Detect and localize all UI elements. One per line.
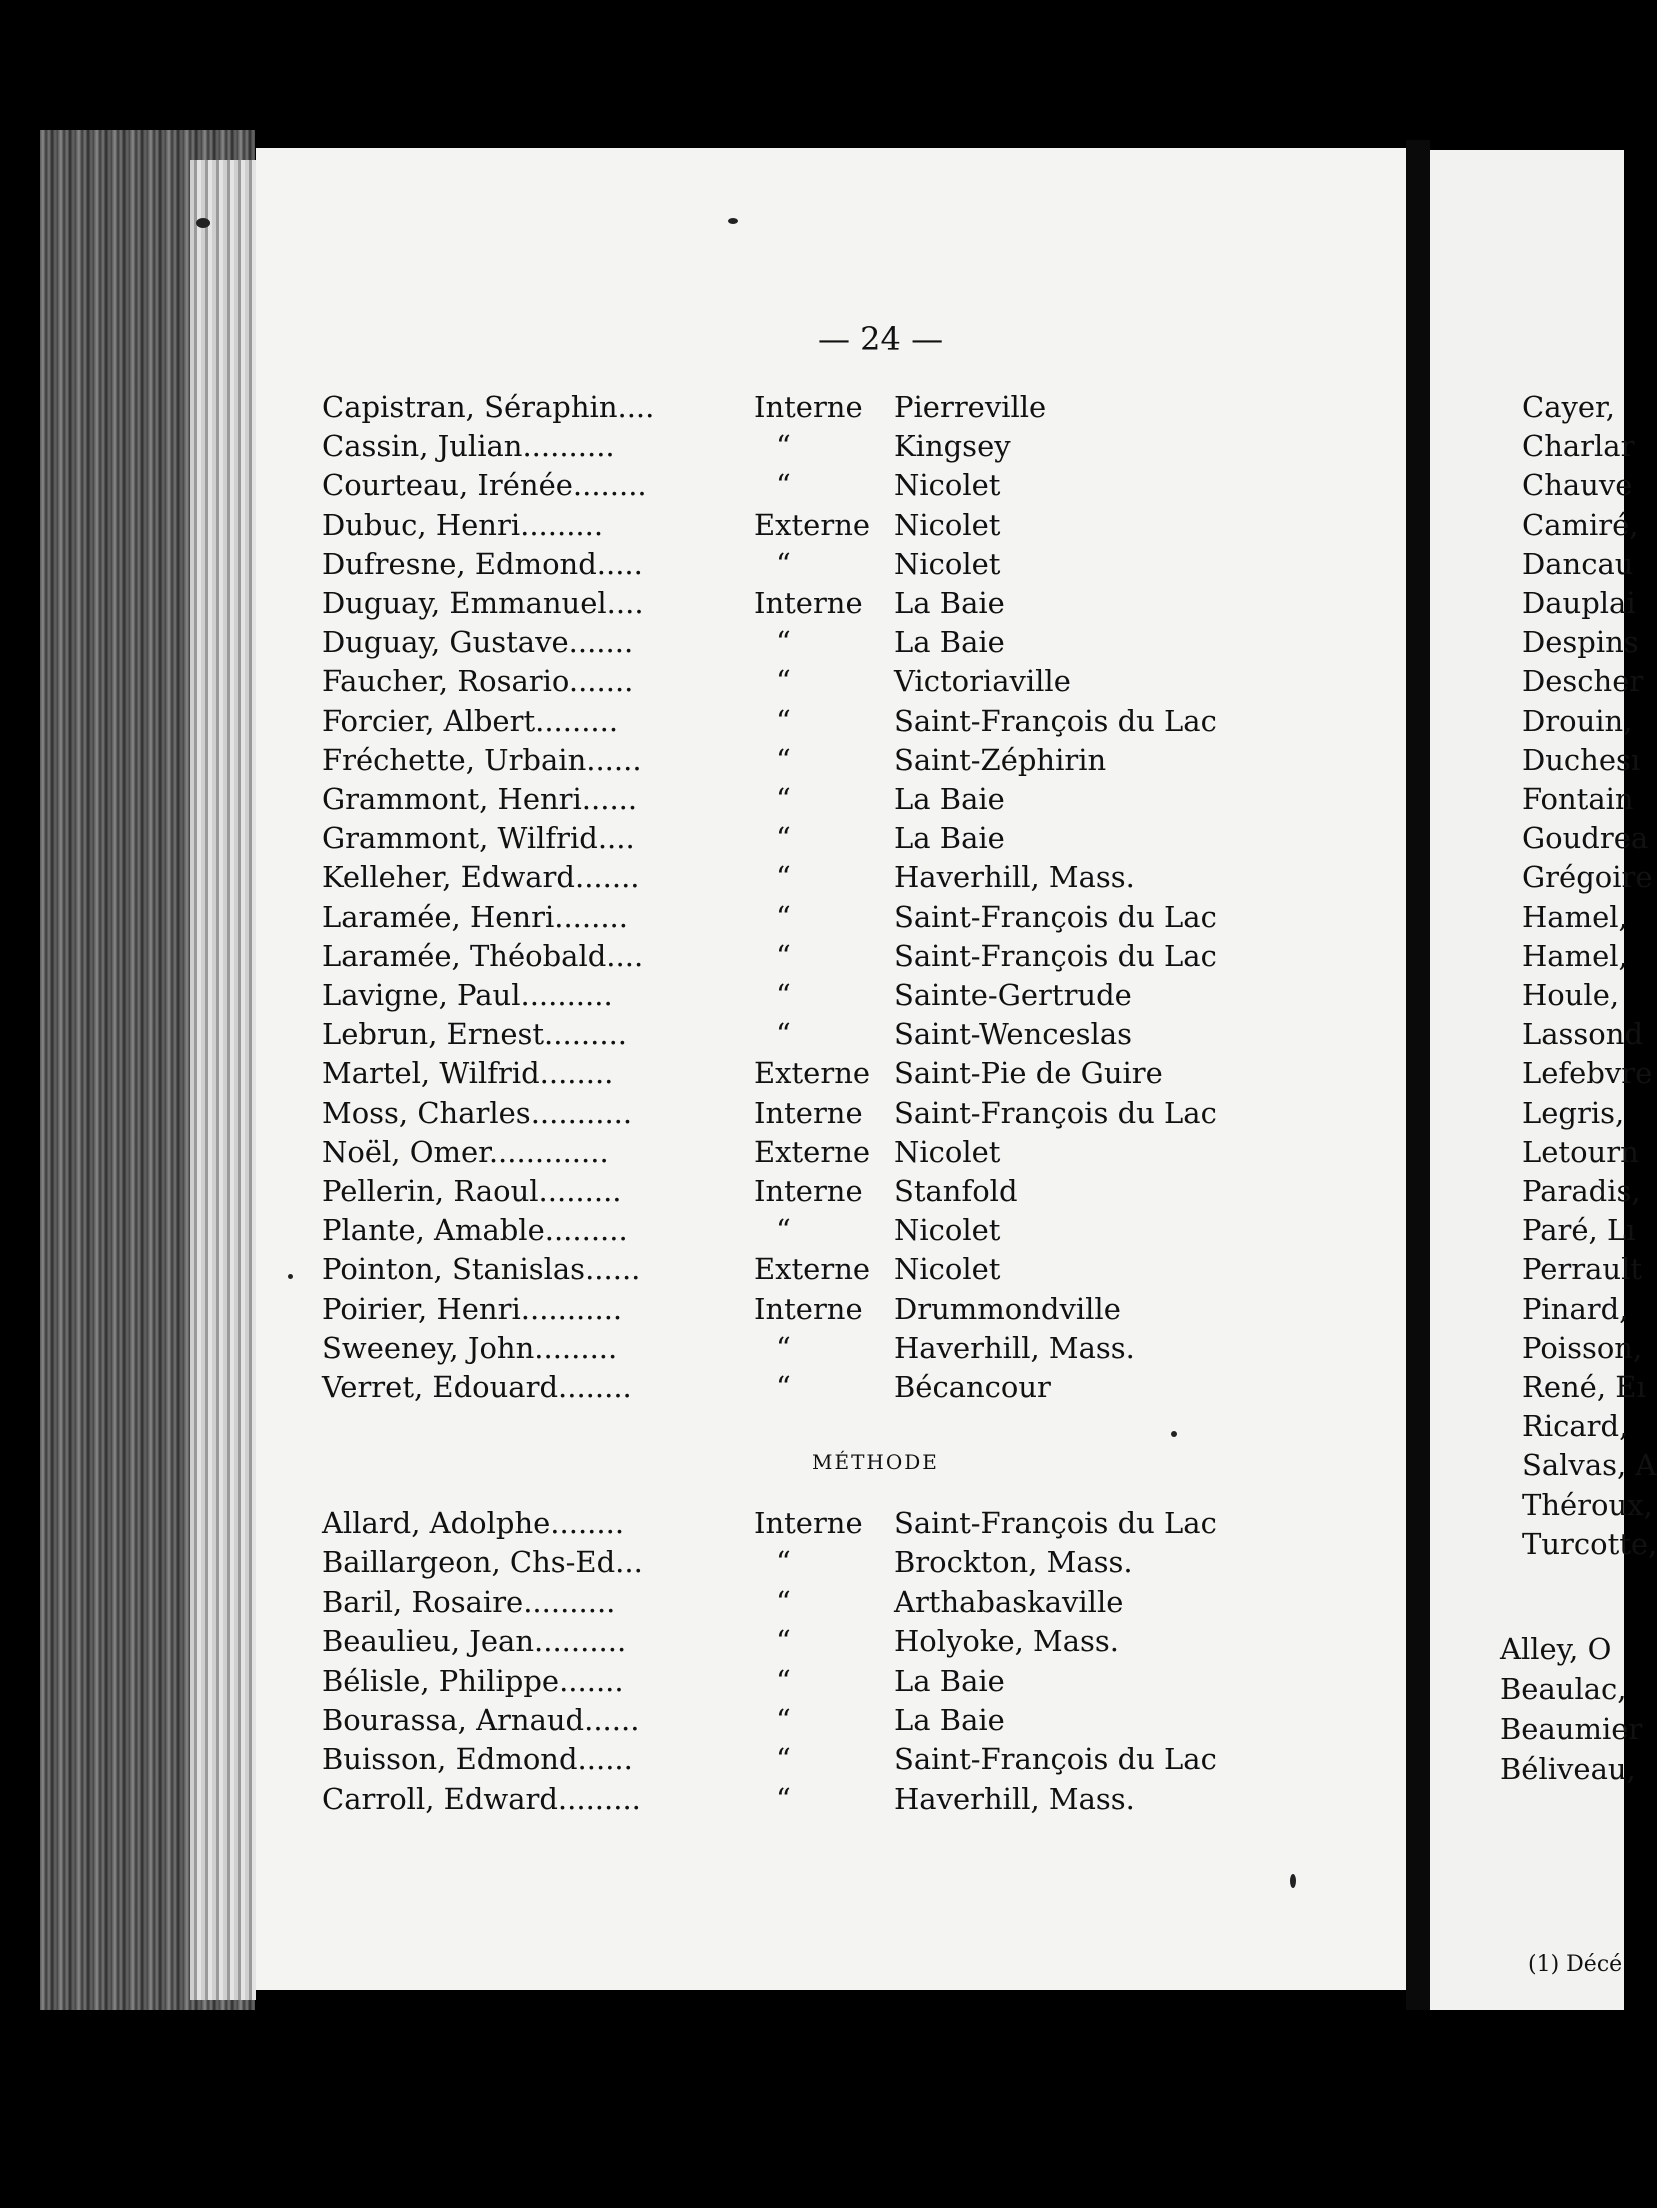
student-name: Lavigne, Paul..........: [322, 978, 613, 1012]
student-name: Carroll, Edward.........: [322, 1781, 641, 1816]
hometown: Saint-François du Lac: [894, 938, 1217, 973]
hometown: La Baie: [894, 586, 1005, 620]
right-page-fragment: Perrault: [1522, 1252, 1642, 1287]
student-name: Poirier, Henri...........: [322, 1291, 623, 1326]
boarding-status: “: [776, 625, 791, 660]
boarding-status: Interne: [754, 586, 863, 620]
right-page-fragment: Goudrea: [1522, 821, 1649, 856]
right-page-fragment: Legris,: [1522, 1095, 1625, 1130]
list-item: [256, 1742, 1406, 1782]
hometown: Nicolet: [894, 1252, 1001, 1287]
list-item: [256, 1252, 1406, 1292]
list-item: [256, 1703, 1406, 1743]
right-page-fragment: Salvas, A: [1522, 1448, 1657, 1483]
hometown: Nicolet: [894, 1213, 1001, 1248]
list-item: [256, 1056, 1406, 1096]
student-name: Dubuc, Henri.........: [322, 507, 604, 542]
print-speck: [1290, 1874, 1296, 1888]
list-item: [256, 390, 1406, 430]
boarding-status: Interne: [754, 1174, 863, 1208]
list-item: [256, 1545, 1406, 1585]
right-page-fragment: Théroux,: [1522, 1487, 1653, 1522]
hometown: La Baie: [894, 1663, 1005, 1698]
right-page-fragment: Drouin,: [1522, 703, 1633, 738]
hometown: Saint-François du Lac: [894, 1095, 1217, 1130]
boarding-status: “: [776, 899, 791, 934]
student-name: Courteau, Irénée........: [322, 468, 647, 503]
right-page-fragment: Dancau: [1522, 546, 1634, 581]
hometown: Haverhill, Mass.: [894, 860, 1135, 895]
hometown: Brockton, Mass.: [894, 1545, 1133, 1580]
student-name: Duguay, Emmanuel....: [322, 586, 644, 620]
list-item: [256, 586, 1406, 626]
section-heading-methode: MÉTHODE: [812, 1450, 939, 1474]
student-name: Plante, Amable.........: [322, 1213, 628, 1248]
list-item: [256, 1292, 1406, 1332]
list-item: [256, 664, 1406, 704]
boarding-status: “: [776, 1742, 791, 1777]
right-page-footnote: (1) Décé: [1528, 1952, 1623, 1977]
student-name: Baril, Rosaire..........: [322, 1584, 616, 1619]
boarding-status: “: [776, 546, 791, 581]
list-item: [256, 900, 1406, 940]
list-item: [256, 547, 1406, 587]
hometown: Stanfold: [894, 1174, 1018, 1208]
boarding-status: “: [776, 821, 791, 856]
right-page-fragment: Pinard,: [1522, 1291, 1629, 1326]
boarding-status: Interne: [754, 1506, 863, 1540]
hometown: Nicolet: [894, 507, 1001, 542]
boarding-status: “: [776, 860, 791, 895]
student-name: Baillargeon, Chs-Ed...: [322, 1545, 643, 1580]
student-name: Beaulieu, Jean..........: [322, 1624, 627, 1659]
right-page-fragment: Grégoire: [1522, 860, 1653, 895]
hometown: Saint-François du Lac: [894, 1742, 1217, 1777]
print-speck: [1171, 1431, 1177, 1437]
right-page-fragment-lower: Beaumier: [1500, 1712, 1643, 1746]
hometown: Holyoke, Mass.: [894, 1624, 1120, 1659]
list-item: [256, 1370, 1406, 1410]
hometown: La Baie: [894, 625, 1005, 660]
hometown: Saint-François du Lac: [894, 899, 1217, 934]
hometown: Pierreville: [894, 390, 1047, 424]
boarding-status: “: [776, 1624, 791, 1659]
hometown: Saint-Wenceslas: [894, 1017, 1132, 1052]
right-page-fragment: Hamel,: [1522, 899, 1628, 934]
right-page-fragment: Paré, Lı: [1522, 1213, 1636, 1248]
hometown: Bécancour: [894, 1370, 1051, 1404]
student-name: Pellerin, Raoul.........: [322, 1174, 622, 1208]
print-speck: [196, 218, 210, 228]
hometown: La Baie: [894, 1703, 1005, 1737]
student-name: Verret, Edouard........: [322, 1370, 632, 1404]
hometown: La Baie: [894, 782, 1005, 816]
list-item: [256, 704, 1406, 744]
list-item: [256, 1017, 1406, 1057]
boarding-status: Interne: [754, 390, 863, 424]
right-page-fragment: Charlar: [1522, 429, 1635, 464]
boarding-status: “: [776, 1330, 791, 1365]
student-name: Fréchette, Urbain......: [322, 742, 642, 777]
student-name: Noël, Omer.............: [322, 1134, 609, 1169]
student-name: Martel, Wilfrid........: [322, 1056, 614, 1091]
list-item: [256, 939, 1406, 979]
boarding-status: “: [776, 1545, 791, 1580]
boarding-status: Externe: [754, 1134, 871, 1169]
boarding-status: “: [776, 429, 791, 464]
right-page-fragment-lower: Alley, O: [1500, 1632, 1612, 1666]
hometown: Sainte-Gertrude: [894, 978, 1132, 1012]
list-item: [256, 782, 1406, 822]
list-item: [256, 1135, 1406, 1175]
right-page-fragment: Lassond: [1522, 1017, 1644, 1052]
student-name: Duguay, Gustave.......: [322, 625, 634, 660]
boarding-status: Interne: [754, 1095, 863, 1130]
right-page-fragment: Turcotte,: [1522, 1526, 1657, 1561]
right-page-fragment: Fontain: [1522, 782, 1634, 816]
list-item: [256, 1506, 1406, 1546]
student-name: Cassin, Julian..........: [322, 429, 615, 464]
book-page-edges-light: [190, 160, 256, 2000]
list-item: [256, 1096, 1406, 1136]
student-name: Grammont, Wilfrid....: [322, 821, 635, 856]
boarding-status: “: [776, 1781, 791, 1816]
hometown: Saint-François du Lac: [894, 703, 1217, 738]
student-name: Faucher, Rosario.......: [322, 664, 634, 699]
student-name: Buisson, Edmond......: [322, 1742, 633, 1777]
student-name: Pointon, Stanislas......: [322, 1252, 641, 1287]
list-item: [256, 429, 1406, 469]
student-name: Laramée, Henri........: [322, 899, 628, 934]
student-name: Capistran, Séraphin....: [322, 390, 655, 424]
student-name: Sweeney, John.........: [322, 1330, 618, 1365]
student-name: Kelleher, Edward.......: [322, 860, 640, 895]
right-page-fragment: Duchesı: [1522, 742, 1641, 777]
boarding-status: “: [776, 1213, 791, 1248]
boarding-status: Interne: [754, 1291, 863, 1326]
right-page-fragment: Descher: [1522, 664, 1644, 699]
hometown: Haverhill, Mass.: [894, 1330, 1135, 1365]
list-item: [256, 1585, 1406, 1625]
hometown: La Baie: [894, 821, 1005, 856]
boarding-status: “: [776, 468, 791, 503]
right-page-fragment: Houle,: [1522, 978, 1620, 1012]
boarding-status: “: [776, 742, 791, 777]
right-page-fragment: Hamel,: [1522, 938, 1628, 973]
list-item: [256, 743, 1406, 783]
boarding-status: Externe: [754, 507, 871, 542]
list-item: [256, 1664, 1406, 1704]
right-page-fragment: Dauplai: [1522, 586, 1636, 620]
hometown: Saint-Pie de Guire: [894, 1056, 1163, 1091]
left-page: [256, 148, 1406, 1990]
hometown: Arthabaskaville: [894, 1584, 1124, 1619]
student-name: Bourassa, Arnaud......: [322, 1703, 640, 1737]
right-page-fragment: Cayer,: [1522, 390, 1615, 424]
hometown: Kingsey: [894, 429, 1011, 464]
boarding-status: “: [776, 1017, 791, 1052]
list-item: [256, 821, 1406, 861]
hometown: Haverhill, Mass.: [894, 1781, 1135, 1816]
right-page-fragment: Letourn: [1522, 1134, 1639, 1169]
boarding-status: “: [776, 1370, 791, 1404]
right-page: [1430, 150, 1657, 2010]
list-item: [256, 468, 1406, 508]
right-page-fragment: Ricard,: [1522, 1409, 1629, 1444]
list-item: [256, 508, 1406, 548]
hometown: Saint-François du Lac: [894, 1506, 1217, 1540]
boarding-status: “: [776, 782, 791, 816]
boarding-status: “: [776, 938, 791, 973]
hometown: Drummondville: [894, 1291, 1121, 1326]
list-item: [256, 978, 1406, 1018]
student-name: Forcier, Albert.........: [322, 703, 619, 738]
print-speck: [288, 1274, 293, 1279]
boarding-status: “: [776, 1584, 791, 1619]
hometown: Nicolet: [894, 1134, 1001, 1169]
right-page-fragment: Camiré,: [1522, 507, 1639, 542]
boarding-status: “: [776, 664, 791, 699]
boarding-status: Externe: [754, 1252, 871, 1287]
right-page-fragment: René, Eı: [1522, 1370, 1646, 1404]
right-page-fragment: Paradis,: [1522, 1174, 1641, 1208]
list-item: [256, 860, 1406, 900]
hometown: Nicolet: [894, 546, 1001, 581]
student-name: Grammont, Henri......: [322, 782, 638, 816]
list-item: [256, 1624, 1406, 1664]
student-name: Laramée, Théobald....: [322, 938, 644, 973]
student-name: Allard, Adolphe........: [322, 1506, 625, 1540]
student-name: Lebrun, Ernest.........: [322, 1017, 628, 1052]
hometown: Saint-Zéphirin: [894, 742, 1107, 777]
boarding-status: “: [776, 703, 791, 738]
boarding-status: “: [776, 1663, 791, 1698]
right-page-fragment: Chauve: [1522, 468, 1633, 503]
student-name: Bélisle, Philippe.......: [322, 1663, 624, 1698]
list-item: [256, 1213, 1406, 1253]
student-name: Moss, Charles...........: [322, 1095, 633, 1130]
boarding-status: Externe: [754, 1056, 871, 1091]
right-page-fragment: Despins: [1522, 625, 1639, 660]
book-gutter: [1406, 140, 1430, 2010]
page-number: — 24 —: [818, 320, 944, 358]
right-page-fragment-lower: Beaulac,: [1500, 1672, 1627, 1706]
list-item: [256, 625, 1406, 665]
right-page-fragment-lower: Béliveau,: [1500, 1752, 1636, 1786]
print-speck: [728, 218, 738, 224]
right-page-fragment: Poisson,: [1522, 1330, 1643, 1365]
student-name: Dufresne, Edmond.....: [322, 546, 643, 581]
hometown: Victoriaville: [894, 664, 1071, 699]
boarding-status: “: [776, 978, 791, 1012]
right-page-fragment: Lefebvre: [1522, 1056, 1653, 1091]
list-item: [256, 1782, 1406, 1822]
hometown: Nicolet: [894, 468, 1001, 503]
list-item: [256, 1331, 1406, 1371]
boarding-status: “: [776, 1703, 791, 1737]
list-item: [256, 1174, 1406, 1214]
